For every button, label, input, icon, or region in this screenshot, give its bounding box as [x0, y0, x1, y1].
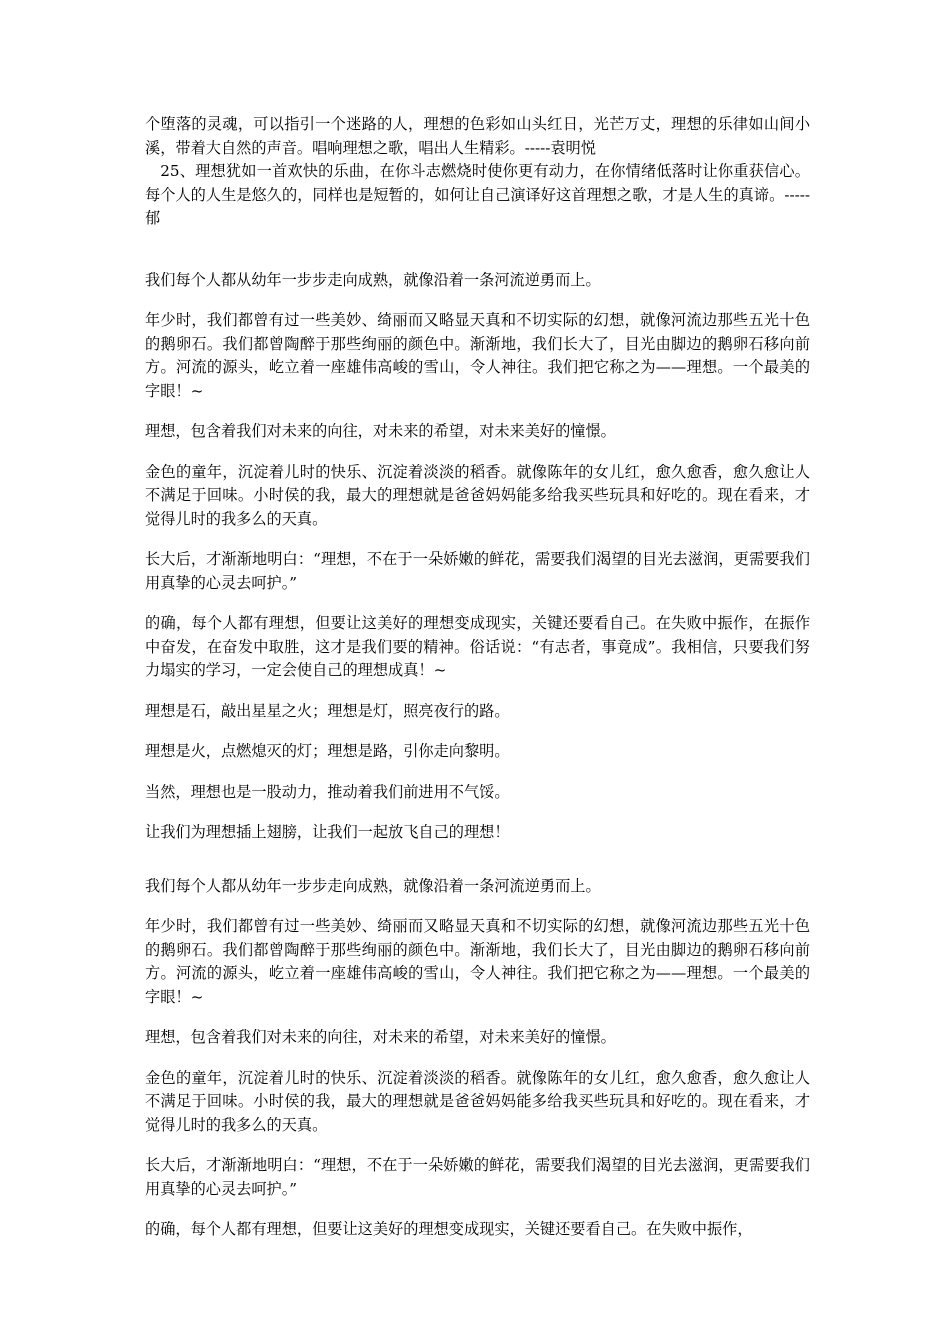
essay1-paragraph: 我们每个人都从幼年一步步走向成熟，就像沿着一条河流逆勇而上。	[145, 270, 601, 289]
essay1-paragraph: 长大后，才渐渐地明白：“理想，不在于一朵娇嫩的鲜花，需要我们渴望的目光去滋润，更需要我们用真挚的心灵去呵护。”	[145, 550, 810, 592]
essay1-paragraph: 理想，包含着我们对未来的向往，对未来的希望，对未来美好的憧憬。	[145, 422, 616, 440]
essay1-paragraph: 的确，每个人都有理想，但要让这美好的理想变成现实，关键还要看自己。在失败中振作，在振作中奋发，在奋发中取胜，这才是我们要的精神。俗话说：“有志者，事竟成”。我相信，只要我们努力塌实的学习，一定会使自己的理想成真！~	[145, 614, 810, 679]
essay1-paragraph: 理想是火，点燃熄灭的灯；理想是路，引你走向黎明。	[145, 742, 510, 760]
essay1-paragraph: 理想是石，敲出星星之火；理想是灯，照亮夜行的路。	[145, 701, 510, 720]
essay-one	[145, 269, 810, 845]
intro-continuation-paragraph: 个堕落的灵魂，可以指引一个迷路的人，理想的色彩如山头红日，光芒万丈，理想的乐律如山间小溪，带着大自然的声音。唱响理想之歌，唱出人生精彩。-----袁明悦	[145, 115, 810, 157]
intro-item-25-paragraph: 25、理想犹如一首欢快的乐曲，在你斗志燃烧时使你更有动力，在你情绪低落时让你重获信心。每个人的人生是悠久的，同样也是短暂的，如何让自己演译好这首理想之歌，才是人生的真谛。-----郁	[145, 162, 810, 227]
essay1-paragraph: 年少时，我们都曾有过一些美妙、绮丽而又略显天真和不切实际的幻想，就像河流边那些五光十色的鹅卵石。我们都曾陶醉于那些绚丽的颜色中。渐渐地，我们长大了，目光由脚边的鹅卵石移向前方。河流的源头，屹立着一座雄伟高峻的雪山，令人神往。我们把它称之为——理想。一个最美的字眼！~	[145, 311, 810, 400]
essay2-paragraph: 的确，每个人都有理想，但要让这美好的理想变成现实，关键还要看自己。在失败中振作，	[145, 1220, 753, 1238]
intro-section	[145, 113, 810, 231]
essay2-paragraph: 理想，包含着我们对未来的向往，对未来的希望，对未来美好的憧憬。	[145, 1028, 616, 1046]
essay2-paragraph: 长大后，才渐渐地明白：“理想，不在于一朵娇嫩的鲜花，需要我们渴望的目光去滋润，更需要我们用真挚的心灵去呵护。”	[145, 1156, 810, 1198]
essay1-paragraph: 让我们为理想插上翅膀，让我们一起放飞自己的理想！	[145, 823, 510, 841]
essay-two	[145, 875, 810, 1242]
essay2-paragraph: 年少时，我们都曾有过一些美妙、绮丽而又略显天真和不切实际的幻想，就像河流边那些五光十色的鹅卵石。我们都曾陶醉于那些绚丽的颜色中。渐渐地，我们长大了，目光由脚边的鹅卵石移向前方。河流的源头，屹立着一座雄伟高峻的雪山，令人神往。我们把它称之为——理想。一个最美的字眼！~	[145, 917, 810, 1006]
essay2-paragraph: 我们每个人都从幼年一步步走向成熟，就像沿着一条河流逆勇而上。	[145, 876, 601, 895]
essay1-paragraph: 当然，理想也是一股动力，推动着我们前进用不气馁。	[145, 782, 510, 801]
essay2-paragraph: 金色的童年，沉淀着儿时的快乐、沉淀着淡淡的稻香。就像陈年的女儿红，愈久愈香，愈久愈让人不满足于回味。小时侯的我，最大的理想就是爸爸妈妈能多给我买些玩具和好吃的。现在看来，才觉得儿时的我多么的天真。	[145, 1068, 810, 1134]
essay1-paragraph: 金色的童年，沉淀着儿时的快乐、沉淀着淡淡的稻香。就像陈年的女儿红，愈久愈香，愈久愈让人不满足于回味。小时侯的我，最大的理想就是爸爸妈妈能多给我买些玩具和好吃的。现在看来，才觉得儿时的我多么的天真。	[145, 462, 810, 528]
document-page	[145, 113, 810, 1259]
